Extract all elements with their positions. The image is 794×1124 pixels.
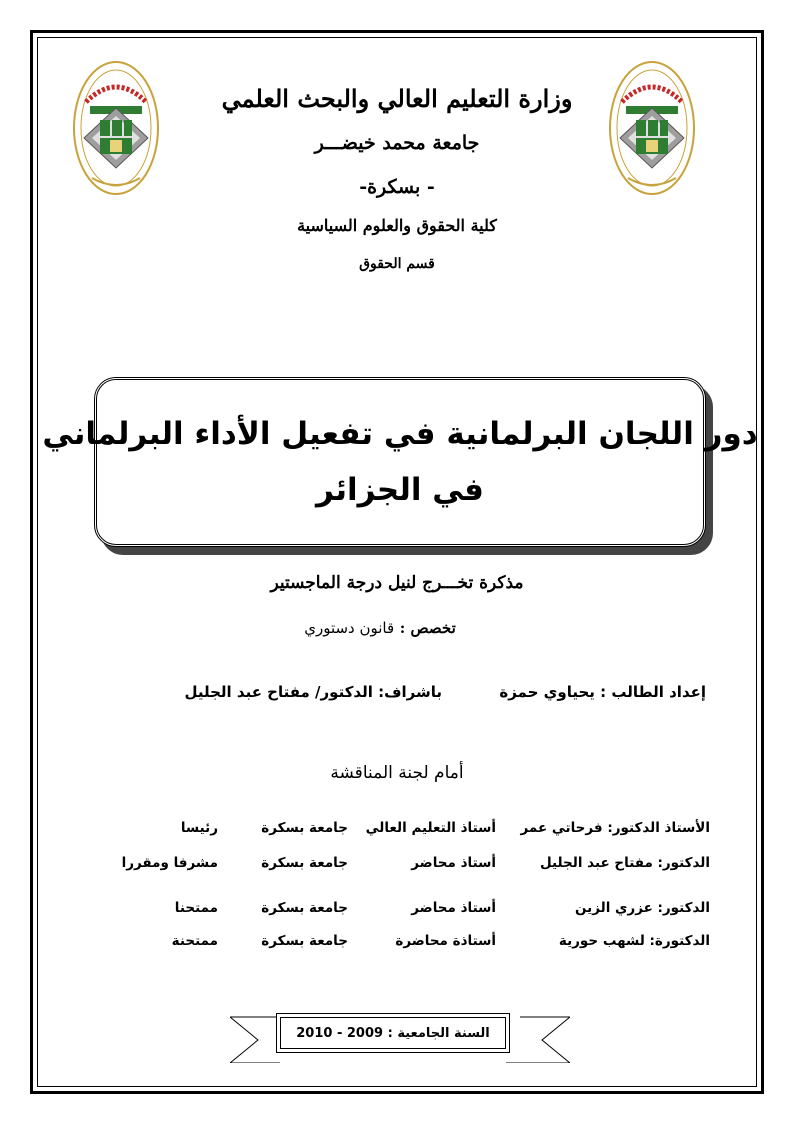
student-name: إعداد الطالب : يحياوي حمزة [499, 683, 706, 701]
thesis-title-line1: دور اللجان البرلمانية في تفعيل الأداء البرلماني [42, 416, 758, 452]
specialty [240, 618, 520, 637]
ministry-name: وزارة التعليم العالي والبحث العلمي [221, 84, 573, 113]
faculty-name: كلية الحقوق والعلوم السياسية [297, 216, 497, 235]
committee-member-row [80, 933, 710, 955]
university-name: جامعة محمد خيضـــر [314, 132, 480, 154]
member-institution: جامعة بسكرة [261, 933, 348, 949]
member-rank: أستاذ محاضر [411, 900, 496, 916]
city-name: - بسكرة- [359, 176, 435, 198]
academic-year: السنة الجامعية : 2009 - 2010 [280, 1017, 506, 1049]
member-rank: أستاذ محاضر [411, 855, 496, 871]
supervisor-name: باشراف: الدكتور/ مفتاح عبد الجليل [184, 683, 442, 701]
specialty-value: قانون دستوري [304, 619, 395, 637]
degree-statement: مذكرة تخـــرج لنيل درجة الماجستير [270, 573, 524, 593]
member-role: رئيسا [180, 820, 218, 836]
academic-year-ribbon [230, 1007, 570, 1063]
committee-member-row [80, 855, 710, 877]
member-role: ممتحنا [174, 900, 218, 916]
member-rank: أستاذة محاضرة [395, 933, 496, 949]
committee-member-row [80, 900, 710, 922]
thesis-title-line2: في الجزائر [316, 472, 484, 508]
committee-heading: أمام لجنة المناقشة [330, 763, 464, 783]
member-institution: جامعة بسكرة [261, 855, 348, 871]
member-name: الدكتور: مفتاح عبد الجليل [539, 855, 710, 871]
member-name: الدكتور: عزري الزين [575, 900, 710, 916]
member-role: ممتحنة [171, 933, 218, 949]
member-name: الأستاذ الدكتور: فرحاتي عمر [520, 820, 710, 836]
member-rank: أستاذ التعليم العالي [365, 820, 496, 836]
member-institution: جامعة بسكرة [261, 900, 348, 916]
member-name: الدكتورة: لشهب حورية [558, 933, 710, 949]
member-institution: جامعة بسكرة [261, 820, 348, 836]
thesis-title-box [42, 377, 758, 547]
committee-member-row [80, 820, 710, 842]
department-name: قسم الحقوق [359, 256, 435, 272]
specialty-label: تخصص : [399, 619, 456, 637]
member-role: مشرفا ومقررا [121, 855, 218, 871]
